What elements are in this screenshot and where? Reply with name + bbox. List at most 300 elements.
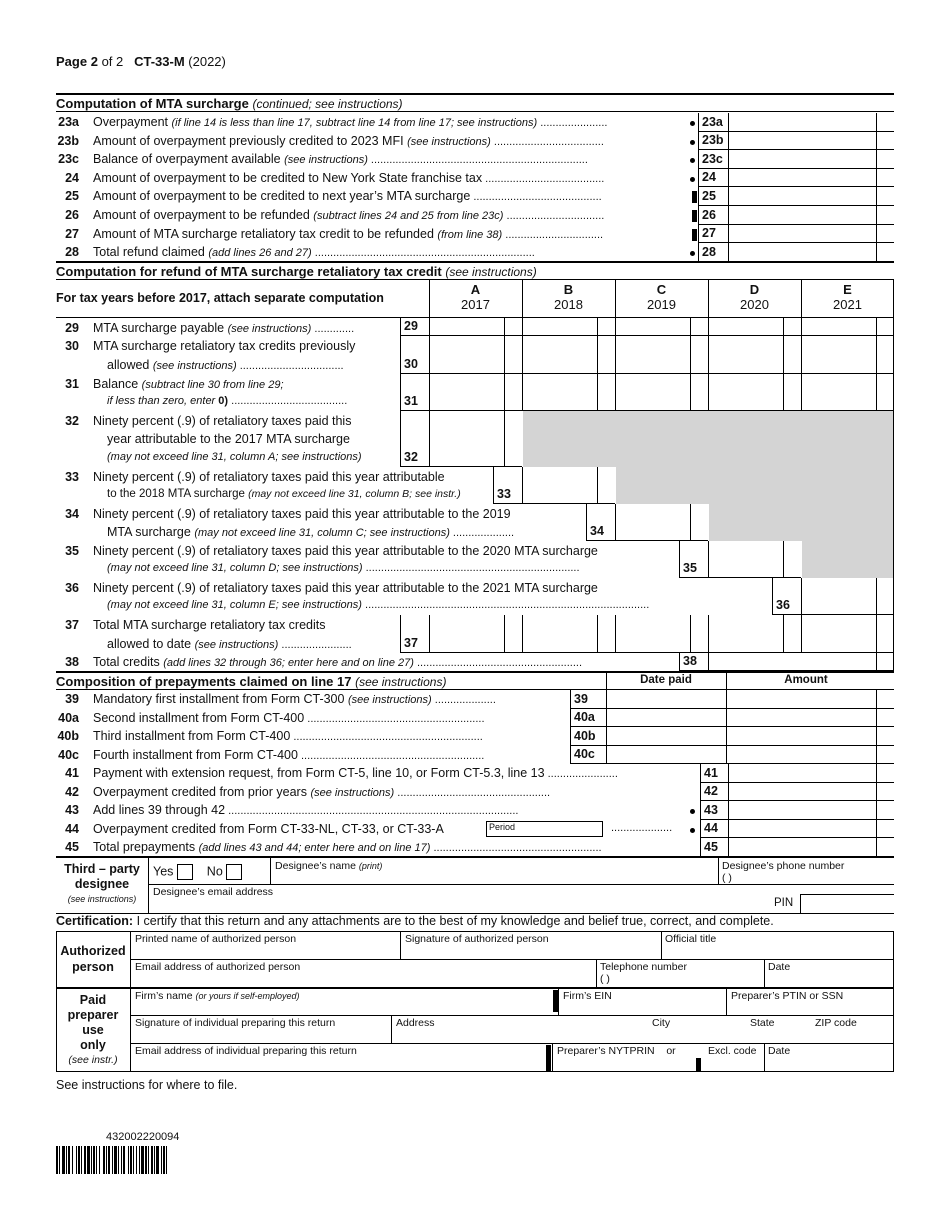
cents-input[interactable] xyxy=(876,615,894,653)
line-note: (see instructions) xyxy=(310,786,395,799)
authorized-title1: Authorized xyxy=(60,944,126,958)
cents-input[interactable] xyxy=(876,243,894,262)
amount-input[interactable] xyxy=(429,336,504,374)
section-title: Computation of MTA surcharge xyxy=(56,96,249,111)
line-note: (see instructions) xyxy=(347,694,432,706)
cents-input[interactable] xyxy=(876,578,894,615)
cents-input[interactable] xyxy=(876,653,894,671)
line-label-box: 23b xyxy=(698,132,728,151)
line-number: 32 xyxy=(65,414,79,428)
amount-input[interactable] xyxy=(726,727,876,746)
barcode-bar xyxy=(72,1146,73,1174)
barcode-bar xyxy=(139,1146,140,1174)
cents-input[interactable] xyxy=(783,374,801,411)
line-label-box: 34 xyxy=(586,504,615,541)
designee-name-label: Designee’s name xyxy=(275,860,356,872)
line-label-box: 43 xyxy=(700,801,728,820)
amount-input[interactable] xyxy=(429,615,504,653)
leader-dots: ...................................................... xyxy=(413,657,583,669)
line-description xyxy=(93,748,484,762)
line-label-box: 33 xyxy=(493,467,522,504)
line-description xyxy=(93,227,603,241)
amount-input[interactable] xyxy=(726,746,876,765)
section-note: (continued; see instructions) xyxy=(252,97,403,111)
column-year: 2020 xyxy=(740,297,769,312)
amount-input[interactable] xyxy=(801,374,876,411)
barcode-image xyxy=(56,1146,240,1174)
designee-yes-no xyxy=(153,864,242,880)
line-label-box: 37 xyxy=(400,615,429,653)
official-title-field[interactable]: Official title xyxy=(665,933,717,945)
designee-phone-label: Designee’s phone number xyxy=(722,860,845,872)
section-note: (see instructions) xyxy=(355,675,447,689)
amount-input[interactable] xyxy=(429,318,504,336)
amount-input[interactable] xyxy=(615,336,690,374)
barcode-bar xyxy=(84,1146,86,1174)
cents-input[interactable] xyxy=(690,504,708,541)
preparer-date-field[interactable]: Date xyxy=(768,1045,791,1057)
designee-note: (see instructions) xyxy=(67,894,137,904)
designee-name-field[interactable] xyxy=(275,860,382,872)
zip-field[interactable]: ZIP code xyxy=(815,1017,857,1029)
barcode-bar xyxy=(76,1146,77,1174)
leader-dots: .......................................... xyxy=(470,191,602,204)
amount-input[interactable] xyxy=(708,336,783,374)
line-label-box: 39 xyxy=(570,690,606,709)
marker-square xyxy=(692,191,697,203)
barcode-bar xyxy=(166,1146,167,1174)
line-text: Ninety percent (.9) of retaliatory taxes paid this xyxy=(93,414,352,428)
cents-input[interactable] xyxy=(876,727,894,746)
leader-dots: ....................................................................... xyxy=(367,154,588,167)
line-note: (if line 14 is less than line 17, subtract line 14 from line 17; see instructions) xyxy=(171,117,538,129)
preparer-note: (see instr.) xyxy=(68,1054,118,1066)
page-label: Page xyxy=(56,54,88,69)
barcode-bar xyxy=(87,1146,90,1174)
leader-dots: .................................. xyxy=(236,360,344,372)
column-letter: C xyxy=(656,282,667,297)
cents-input[interactable] xyxy=(876,150,894,169)
certification-label: Certification: xyxy=(56,914,134,928)
date-paid-header: Date paid xyxy=(640,674,692,686)
line-text: Third installment from Form CT-400 xyxy=(93,729,291,743)
cents-input[interactable] xyxy=(876,690,894,709)
preparer-email-field[interactable]: Email address of individual preparing this return xyxy=(135,1045,357,1057)
telephone-field[interactable] xyxy=(600,961,687,985)
line-number: 24 xyxy=(65,170,79,185)
amount-input[interactable] xyxy=(728,113,876,132)
column-year: 2021 xyxy=(833,297,862,312)
leader-dots: ...................................................................... xyxy=(362,562,580,574)
amount-input[interactable] xyxy=(708,374,783,411)
cents-input[interactable] xyxy=(690,318,708,336)
amount-input[interactable] xyxy=(522,615,597,653)
line-text: Amount of MTA surcharge retaliatory tax credit to be refunded xyxy=(93,226,434,241)
preparer-title2: preparer xyxy=(67,1008,119,1022)
authorized-signature-field[interactable]: Signature of authorized person xyxy=(405,933,549,945)
designee-phone-paren: ( ) xyxy=(722,872,732,884)
line-description xyxy=(93,152,588,166)
leader-dots: ............................................................................................. xyxy=(361,599,650,611)
amount-input[interactable] xyxy=(615,615,690,653)
telephone-label: Telephone number xyxy=(600,961,687,973)
line-note: (see instructions) xyxy=(194,639,279,651)
barcode-bar xyxy=(78,1146,80,1174)
line-description xyxy=(93,245,535,259)
line-label-box: 25 xyxy=(698,187,728,206)
amount-input[interactable] xyxy=(728,783,876,802)
line-description xyxy=(93,692,496,706)
barcode-number: 432002220094 xyxy=(106,1131,180,1143)
line-text: MTA surcharge xyxy=(107,525,191,539)
line-label-box: 30 xyxy=(400,336,429,374)
page-of: of 2 xyxy=(101,54,124,69)
cents-input[interactable] xyxy=(783,541,801,578)
line-text: Total MTA surcharge retaliatory tax credits xyxy=(93,618,326,632)
cents-input[interactable] xyxy=(876,838,894,857)
form-year: (2022) xyxy=(188,54,226,69)
date-paid-input[interactable] xyxy=(606,690,726,709)
pin-label: PIN xyxy=(774,897,794,909)
cents-input[interactable] xyxy=(504,615,522,653)
cents-input[interactable] xyxy=(783,318,801,336)
no-label: No xyxy=(206,864,223,879)
amount-input[interactable] xyxy=(522,374,597,411)
line-label-box: 42 xyxy=(700,783,728,802)
line-text: allowed to date xyxy=(107,637,192,651)
line-description xyxy=(93,189,602,203)
line-label-box: 28 xyxy=(698,243,728,262)
line-label-box: 23c xyxy=(698,150,728,169)
preparer-signature-field[interactable]: Signature of individual preparing this return xyxy=(135,1017,336,1029)
line-description xyxy=(93,766,618,780)
line-number: 34 xyxy=(65,507,79,521)
line-note: (from line 38) xyxy=(437,228,503,241)
line-number: 30 xyxy=(65,339,79,353)
line-number: 28 xyxy=(65,245,79,260)
leader-dots: ....................................... xyxy=(482,172,605,185)
leader-dots: ...................... xyxy=(537,117,608,129)
line-number: 41 xyxy=(65,766,79,780)
cents-input[interactable] xyxy=(876,169,894,188)
barcode-bar xyxy=(96,1146,97,1174)
amount-input[interactable] xyxy=(728,150,876,169)
barcode-bar xyxy=(161,1146,162,1174)
line-description xyxy=(93,115,607,129)
line-number: 23c xyxy=(58,152,79,167)
leader-dots: ................................ xyxy=(502,228,604,241)
cents-input[interactable] xyxy=(876,709,894,728)
zero-note: 0) xyxy=(218,395,229,407)
amount-input[interactable] xyxy=(728,801,876,820)
barcode-bar xyxy=(68,1146,70,1174)
line-number: 23a xyxy=(58,115,79,129)
ptin-field[interactable]: Preparer’s PTIN or SSN xyxy=(731,990,844,1002)
amount-input[interactable] xyxy=(726,690,876,709)
line-number: 40a xyxy=(58,710,79,725)
line-number: 33 xyxy=(65,470,79,484)
line-label-box: 23a xyxy=(698,113,728,132)
section-title: Computation for refund of MTA surcharge retaliatory tax credit xyxy=(56,264,442,279)
cents-input[interactable] xyxy=(876,820,894,839)
firm-name-field[interactable] xyxy=(135,990,300,1002)
line-label-box: 35 xyxy=(679,541,708,578)
amount-input[interactable] xyxy=(801,336,876,374)
cents-input[interactable] xyxy=(504,411,522,467)
section-note: (see instructions) xyxy=(445,265,537,279)
amount-input[interactable] xyxy=(728,243,876,262)
line-text: to the 2018 MTA surcharge xyxy=(107,488,245,500)
designee-title1: Third – party xyxy=(64,862,140,876)
barcode-bar xyxy=(151,1146,153,1174)
amount-input[interactable] xyxy=(728,187,876,206)
barcode-bar xyxy=(108,1146,110,1174)
column-header xyxy=(522,282,615,312)
amount-input[interactable] xyxy=(801,615,876,653)
line-label-box: 40b xyxy=(570,727,606,746)
column-header xyxy=(615,282,708,312)
cents-input[interactable] xyxy=(876,764,894,783)
line-label-box: 41 xyxy=(700,764,728,783)
leader-dots: .................... xyxy=(431,694,496,706)
required-bullet xyxy=(690,809,695,814)
cents-input[interactable] xyxy=(876,336,894,374)
telephone-paren: ( ) xyxy=(600,973,610,985)
leader-dots: ............................................................................................... xyxy=(225,805,519,818)
line-number: 40c xyxy=(58,747,79,762)
amount-input[interactable] xyxy=(728,764,876,783)
leader-dots: .................................................. xyxy=(394,786,551,799)
cents-input[interactable] xyxy=(876,206,894,225)
column-header xyxy=(801,282,894,312)
leader-dots: ................................ xyxy=(503,210,605,222)
amount-input[interactable] xyxy=(801,318,876,336)
line-text: Amount of overpayment to be refunded xyxy=(93,208,310,222)
cents-input[interactable] xyxy=(876,132,894,151)
barcode-bar xyxy=(123,1146,125,1174)
barcode-bar xyxy=(128,1146,129,1174)
authorized-email-field[interactable]: Email address of authorized person xyxy=(135,961,301,973)
amount-input[interactable] xyxy=(728,206,876,225)
preparer-title4: only xyxy=(80,1038,106,1052)
page-number: 2 xyxy=(90,54,98,69)
column-year: 2018 xyxy=(554,297,583,312)
line-note: (may not exceed line 31, column D; see instructions) xyxy=(107,562,363,574)
required-bullet xyxy=(690,140,695,145)
nytprin-label: Preparer’s NYTPRIN xyxy=(557,1045,655,1057)
city-field[interactable]: City xyxy=(652,1017,671,1029)
barcode-bar xyxy=(93,1146,95,1174)
cents-input[interactable] xyxy=(876,783,894,802)
date-paid-input[interactable] xyxy=(606,709,726,728)
barcode-bar xyxy=(103,1146,105,1174)
line-number: 39 xyxy=(65,692,79,706)
barcode-bar xyxy=(118,1146,119,1174)
cents-input[interactable] xyxy=(504,336,522,374)
cents-input[interactable] xyxy=(597,318,615,336)
cents-input[interactable] xyxy=(690,374,708,411)
cents-input[interactable] xyxy=(876,801,894,820)
line-description xyxy=(107,599,649,611)
line-description xyxy=(93,711,485,725)
line-text: Total prepayments xyxy=(93,840,196,855)
period-input[interactable]: Period xyxy=(486,821,603,837)
barcode-bar xyxy=(91,1146,92,1174)
firm-ein-field[interactable]: Firm’s EIN xyxy=(563,990,612,1002)
line-text: Payment with extension request, from Form CT-5, line 10, or Form CT-5.3, line 13 xyxy=(93,766,545,780)
amount-input[interactable] xyxy=(728,225,876,244)
amount-input[interactable] xyxy=(801,578,876,615)
amount-header: Amount xyxy=(784,674,828,686)
line-number: 35 xyxy=(65,544,79,558)
line-description xyxy=(107,358,344,372)
amount-input[interactable] xyxy=(728,838,876,857)
line-description xyxy=(93,321,354,335)
cents-input[interactable] xyxy=(690,615,708,653)
pin-input[interactable] xyxy=(801,895,894,914)
line-label-box: 29 xyxy=(400,318,429,336)
date-paid-input[interactable] xyxy=(606,727,726,746)
amount-input[interactable] xyxy=(522,318,597,336)
line-number: 45 xyxy=(65,840,79,855)
line-description xyxy=(93,803,518,817)
cents-input[interactable] xyxy=(783,336,801,374)
address-field[interactable]: Address xyxy=(396,1017,435,1029)
column-year: 2019 xyxy=(647,297,676,312)
amount-input[interactable] xyxy=(522,467,597,504)
line-text: Amount of overpayment previously credited to 2023 MFI xyxy=(93,133,404,148)
designee-label xyxy=(56,858,148,914)
line-description xyxy=(93,785,550,799)
leader-dots: ........................................................................ xyxy=(311,247,535,260)
cents-input[interactable] xyxy=(690,336,708,374)
line-text: Mandatory first installment from Form CT-300 xyxy=(93,692,345,706)
cents-input[interactable] xyxy=(597,615,615,653)
line-text: Overpayment xyxy=(93,115,169,129)
line-note: (may not exceed line 31, column B; see instr.) xyxy=(248,488,461,500)
amount-input[interactable] xyxy=(615,374,690,411)
amount-input[interactable] xyxy=(728,169,876,188)
preparer-label xyxy=(56,993,130,1068)
marker-square xyxy=(692,229,697,241)
line-note: (subtract line 30 from line 29; xyxy=(141,379,284,391)
designee-no-checkbox[interactable] xyxy=(226,864,242,880)
line-number: 40b xyxy=(57,729,79,743)
amount-input[interactable] xyxy=(728,820,876,839)
designee-phone-field[interactable] xyxy=(722,860,844,884)
barcode-bar xyxy=(66,1146,67,1174)
amount-input[interactable] xyxy=(708,653,876,671)
line-label-box: 36 xyxy=(772,578,801,615)
line-text: MTA surcharge retaliatory tax credits previously xyxy=(93,339,356,353)
line-description xyxy=(107,488,461,500)
cents-input[interactable] xyxy=(504,374,522,411)
firm-name-label: Firm’s name xyxy=(135,990,193,1002)
date-paid-input[interactable] xyxy=(606,746,726,765)
line-label-box: 24 xyxy=(698,169,728,188)
amount-input[interactable] xyxy=(429,374,504,411)
line-note: (add lines 32 through 36; enter here and on line 27) xyxy=(163,657,414,669)
cents-input[interactable] xyxy=(876,746,894,765)
cents-input[interactable] xyxy=(876,113,894,132)
section-title: Composition of prepayments claimed on line 17 xyxy=(56,674,352,689)
amount-input[interactable] xyxy=(708,541,783,578)
column-letter: A xyxy=(470,282,481,297)
required-bullet xyxy=(690,251,695,256)
cents-input[interactable] xyxy=(597,336,615,374)
barcode-bar xyxy=(99,1146,100,1174)
cents-input[interactable] xyxy=(597,374,615,411)
designee-yes-checkbox[interactable] xyxy=(177,864,193,880)
leader-dots: ....................... xyxy=(278,639,352,651)
printed-name-field[interactable]: Printed name of authorized person xyxy=(135,933,297,945)
amount-input[interactable] xyxy=(728,132,876,151)
cents-input[interactable] xyxy=(783,615,801,653)
cents-input[interactable] xyxy=(876,187,894,206)
line-number: 38 xyxy=(65,655,79,669)
cents-input[interactable] xyxy=(876,318,894,336)
line-text: Overpayment credited from Form CT-33-NL, CT-33, or CT-33-A xyxy=(93,821,444,836)
line-label-box: 31 xyxy=(400,374,429,411)
line-note: (see instructions) xyxy=(152,360,237,372)
line-label-box: 27 xyxy=(698,225,728,244)
line-label-box: 45 xyxy=(700,838,728,857)
preparer-title3: use xyxy=(82,1023,104,1037)
line-text: Total refund claimed xyxy=(93,245,205,260)
designee-email-field[interactable]: Designee’s email address xyxy=(153,886,274,898)
amount-input[interactable] xyxy=(615,504,690,541)
form-number: CT-33-M xyxy=(134,54,185,69)
barcode-bar xyxy=(141,1146,144,1174)
excl-code-field[interactable]: Excl. code xyxy=(708,1045,757,1057)
line-description xyxy=(93,208,604,222)
amount-input[interactable] xyxy=(522,336,597,374)
line-text: Amount of overpayment to be credited to New York State franchise tax xyxy=(93,170,483,185)
amount-input[interactable] xyxy=(708,318,783,336)
cents-input[interactable] xyxy=(876,225,894,244)
line-text: Amount of overpayment to be credited to next year’s MTA surcharge xyxy=(93,189,471,204)
certification-text: I certify that this return and any attachments are to the best of my knowledge and belief true, correct, and complete. xyxy=(136,914,774,928)
line-text: Ninety percent (.9) of retaliatory taxes paid this year attributable xyxy=(93,470,445,484)
amount-input[interactable] xyxy=(615,318,690,336)
amount-input[interactable] xyxy=(429,411,504,467)
cents-input[interactable] xyxy=(876,374,894,411)
barcode-bar xyxy=(56,1146,58,1174)
state-field[interactable]: State xyxy=(750,1017,775,1029)
authorized-date-field[interactable]: Date xyxy=(768,961,791,973)
line-text: Balance of overpayment available xyxy=(93,152,281,167)
leader-dots: ............. xyxy=(311,323,355,335)
leader-dots: .......................................................... xyxy=(304,712,485,725)
column-header xyxy=(429,282,522,312)
required-bullet xyxy=(690,828,695,833)
line-description xyxy=(93,377,284,391)
line-note: (may not exceed line 31, column C; see instructions) xyxy=(194,527,450,539)
nytprin-field[interactable] xyxy=(557,1045,676,1057)
designee-print-note: (print) xyxy=(358,861,383,871)
nytprin-or: or xyxy=(666,1045,676,1057)
cents-input[interactable] xyxy=(504,318,522,336)
yes-label: Yes xyxy=(153,864,174,879)
line-number: 23b xyxy=(57,133,79,148)
amount-input[interactable] xyxy=(708,615,783,653)
line-note: if less than zero, enter xyxy=(107,395,216,407)
amount-input[interactable] xyxy=(726,709,876,728)
line-number: 25 xyxy=(65,189,79,204)
barcode-bar xyxy=(163,1146,165,1174)
cents-input[interactable] xyxy=(597,467,615,504)
line-text: Ninety percent (.9) of retaliatory taxes paid this year attributable to the 2020 MTA surcharge xyxy=(93,544,598,558)
